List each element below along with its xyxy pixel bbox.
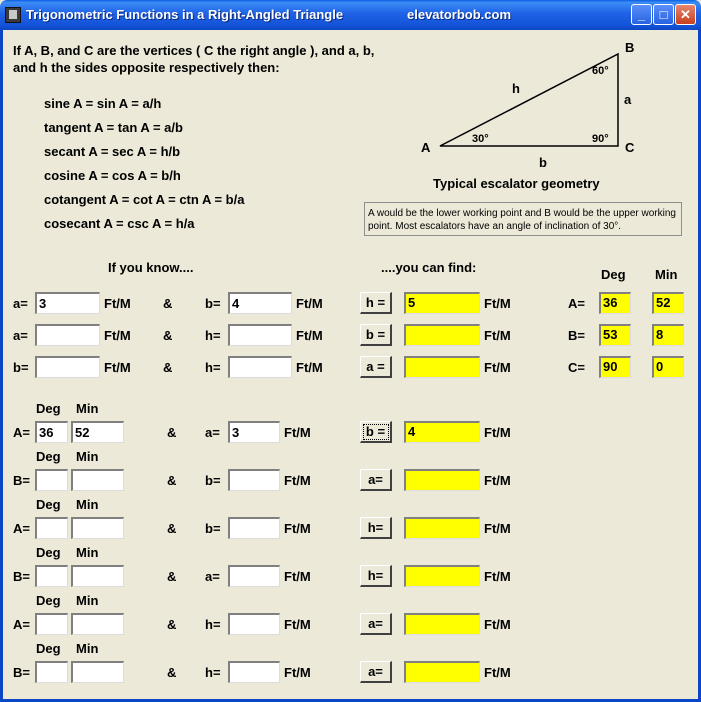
find-h-button[interactable]: h =: [360, 292, 392, 314]
angle-c-label: 90°: [592, 133, 609, 145]
deg-label: Deg: [36, 401, 61, 416]
side-h-label: h: [512, 81, 520, 96]
angle-a-deg: 36: [599, 292, 631, 314]
title-bar[interactable]: [0, 0, 701, 30]
angle-b-label: B=: [568, 328, 585, 343]
angle-row-3-side-label: b=: [205, 521, 221, 536]
angle-row-5-angle-label: A=: [13, 617, 30, 632]
unit-label: Ft/M: [484, 617, 511, 632]
angle-row-5-min-input[interactable]: [71, 613, 124, 635]
angle-row-3-result: [404, 517, 480, 539]
unit-label: Ft/M: [104, 360, 131, 375]
header-deg: Deg: [601, 267, 626, 282]
vertex-b-label: B: [625, 40, 635, 55]
find-a-button[interactable]: a =: [360, 356, 392, 378]
angle-row-6-min-input[interactable]: [71, 661, 124, 683]
angle-row-2-side-input[interactable]: [228, 469, 280, 491]
side-b-label: b: [539, 155, 547, 170]
side-row-2-result: [404, 324, 480, 346]
side-row-3-label-1: b=: [13, 360, 29, 375]
angle-b-deg: 53: [599, 324, 631, 346]
angle-b-min: 8: [652, 324, 684, 346]
window-title: Trigonometric Functions in a Right-Angled Triangle: [26, 7, 344, 22]
amp-label: &: [167, 569, 177, 584]
angle-c-label: C=: [568, 360, 585, 375]
angle-row-5-side-label: h=: [205, 617, 221, 632]
deg-label: Deg: [36, 641, 61, 656]
angle-row-6-side-label: h=: [205, 665, 221, 680]
angle-row-1-deg-input[interactable]: [35, 421, 68, 443]
formula-secant: secant A = sec A = h/b: [44, 144, 181, 159]
side-row-1-result: 5: [404, 292, 480, 314]
side-row-3-input-2[interactable]: [228, 356, 292, 378]
side-row-3-result: [404, 356, 480, 378]
side-row-1-label-1: a=: [13, 296, 28, 311]
diagram-caption: Typical escalator geometry: [433, 176, 600, 191]
unit-label: Ft/M: [284, 665, 311, 680]
formula-cosine: cosine A = cos A = b/h: [44, 168, 181, 183]
angle-row-6-deg-input[interactable]: [35, 661, 68, 683]
formula-tangent: tangent A = tan A = a/b: [44, 120, 183, 135]
unit-label: Ft/M: [296, 328, 323, 343]
formula-sine: sine A = sin A = a/h: [44, 96, 162, 111]
find-h-from-angle-button[interactable]: h=: [360, 517, 392, 539]
angle-row-4-result: [404, 565, 480, 587]
amp-label: &: [167, 521, 177, 536]
side-row-2-input-2[interactable]: [228, 324, 292, 346]
amp-label: &: [167, 425, 177, 440]
angle-row-5-deg-input[interactable]: [35, 613, 68, 635]
angle-a-label: 30°: [472, 133, 489, 145]
angle-b-label: 60°: [592, 65, 609, 77]
min-label: Min: [76, 641, 99, 656]
angle-row-2-angle-label: B=: [13, 473, 30, 488]
min-label: Min: [76, 497, 99, 512]
close-button[interactable]: ✕: [675, 4, 696, 25]
unit-label: Ft/M: [484, 360, 511, 375]
angle-a-label: A=: [568, 296, 585, 311]
header-if-you-know: If you know....: [108, 260, 194, 275]
min-label: Min: [76, 449, 99, 464]
amp-label: &: [167, 665, 177, 680]
min-label: Min: [76, 545, 99, 560]
intro-text: If A, B, and C are the vertices ( C the right angle ), and a, b, and h the sides opposite respectively then:: [13, 43, 375, 75]
minimize-button[interactable]: _: [631, 4, 652, 25]
find-a-from-hyp-button[interactable]: a=: [360, 613, 392, 635]
app-icon: [5, 7, 21, 23]
side-row-2-input-1[interactable]: [35, 324, 100, 346]
side-row-1-input-1[interactable]: [35, 292, 100, 314]
find-b-button[interactable]: b =: [360, 324, 392, 346]
side-row-2-label-2: h=: [205, 328, 221, 343]
angle-row-3-side-input[interactable]: [228, 517, 280, 539]
unit-label: Ft/M: [484, 521, 511, 536]
deg-label: Deg: [36, 497, 61, 512]
amp-label: &: [163, 328, 173, 343]
unit-label: Ft/M: [284, 617, 311, 632]
unit-label: Ft/M: [484, 473, 511, 488]
unit-label: Ft/M: [484, 569, 511, 584]
angle-row-4-deg-input[interactable]: [35, 565, 68, 587]
angle-row-1-min-input[interactable]: [71, 421, 124, 443]
angle-row-2-min-input[interactable]: [71, 469, 124, 491]
info-note: A would be the lower working point and B would be the upper working point. Most escalators have an angle of inclination of 30°.: [364, 202, 682, 236]
amp-label: &: [163, 360, 173, 375]
unit-label: Ft/M: [284, 569, 311, 584]
find-b-from-angle-button[interactable]: b =: [360, 421, 392, 443]
unit-label: Ft/M: [484, 665, 511, 680]
unit-label: Ft/M: [284, 473, 311, 488]
angle-row-6-side-input[interactable]: [228, 661, 280, 683]
angle-row-3-min-input[interactable]: [71, 517, 124, 539]
formula-cotangent: cotangent A = cot A = ctn A = b/a: [44, 192, 245, 207]
angle-row-5-side-input[interactable]: [228, 613, 280, 635]
angle-row-4-angle-label: B=: [13, 569, 30, 584]
unit-label: Ft/M: [104, 296, 131, 311]
find-a-from-hyp-b-button[interactable]: a=: [360, 661, 392, 683]
window-border-left: [0, 30, 3, 702]
angle-row-4-side-label: a=: [205, 569, 220, 584]
header-you-can-find: ....you can find:: [381, 260, 477, 275]
maximize-button[interactable]: □: [653, 4, 674, 25]
unit-label: Ft/M: [284, 425, 311, 440]
triangle-diagram: [410, 36, 650, 196]
deg-label: Deg: [36, 593, 61, 608]
angle-row-6-result: [404, 661, 480, 683]
side-row-3-input-1[interactable]: [35, 356, 100, 378]
min-label: Min: [76, 593, 99, 608]
deg-label: Deg: [36, 449, 61, 464]
angle-row-4-side-input[interactable]: [228, 565, 280, 587]
angle-row-2-result: [404, 469, 480, 491]
unit-label: Ft/M: [296, 360, 323, 375]
side-a-label: a: [624, 92, 632, 107]
angle-c-min: 0: [652, 356, 684, 378]
angle-row-1-result: 4: [404, 421, 480, 443]
angle-row-1-angle-label: A=: [13, 425, 30, 440]
angle-row-2-deg-input[interactable]: [35, 469, 68, 491]
side-row-1-label-2: b=: [205, 296, 221, 311]
side-row-1-input-2[interactable]: [228, 292, 292, 314]
angle-row-5-result: [404, 613, 480, 635]
angle-row-4-min-input[interactable]: [71, 565, 124, 587]
deg-label: Deg: [36, 545, 61, 560]
amp-label: &: [167, 617, 177, 632]
unit-label: Ft/M: [296, 296, 323, 311]
angle-row-2-side-label: b=: [205, 473, 221, 488]
side-row-2-label-1: a=: [13, 328, 28, 343]
window-site: elevatorbob.com: [407, 7, 512, 22]
angle-c-deg: 90: [599, 356, 631, 378]
angle-row-6-angle-label: B=: [13, 665, 30, 680]
header-min: Min: [655, 267, 678, 282]
angle-a-min: 52: [652, 292, 684, 314]
angle-row-1-side-label: a=: [205, 425, 220, 440]
find-h-from-angle-b-button[interactable]: h=: [360, 565, 392, 587]
min-label: Min: [76, 401, 99, 416]
vertex-c-label: C: [625, 140, 635, 155]
find-a-from-angle-button[interactable]: a=: [360, 469, 392, 491]
angle-row-3-angle-label: A=: [13, 521, 30, 536]
vertex-a-label: A: [421, 140, 431, 155]
angle-row-3-deg-input[interactable]: [35, 517, 68, 539]
unit-label: Ft/M: [484, 328, 511, 343]
unit-label: Ft/M: [484, 425, 511, 440]
unit-label: Ft/M: [284, 521, 311, 536]
unit-label: Ft/M: [484, 296, 511, 311]
amp-label: &: [167, 473, 177, 488]
amp-label: &: [163, 296, 173, 311]
angle-row-1-side-input[interactable]: [228, 421, 280, 443]
side-row-3-label-2: h=: [205, 360, 221, 375]
unit-label: Ft/M: [104, 328, 131, 343]
formula-cosecant: cosecant A = csc A = h/a: [44, 216, 195, 231]
